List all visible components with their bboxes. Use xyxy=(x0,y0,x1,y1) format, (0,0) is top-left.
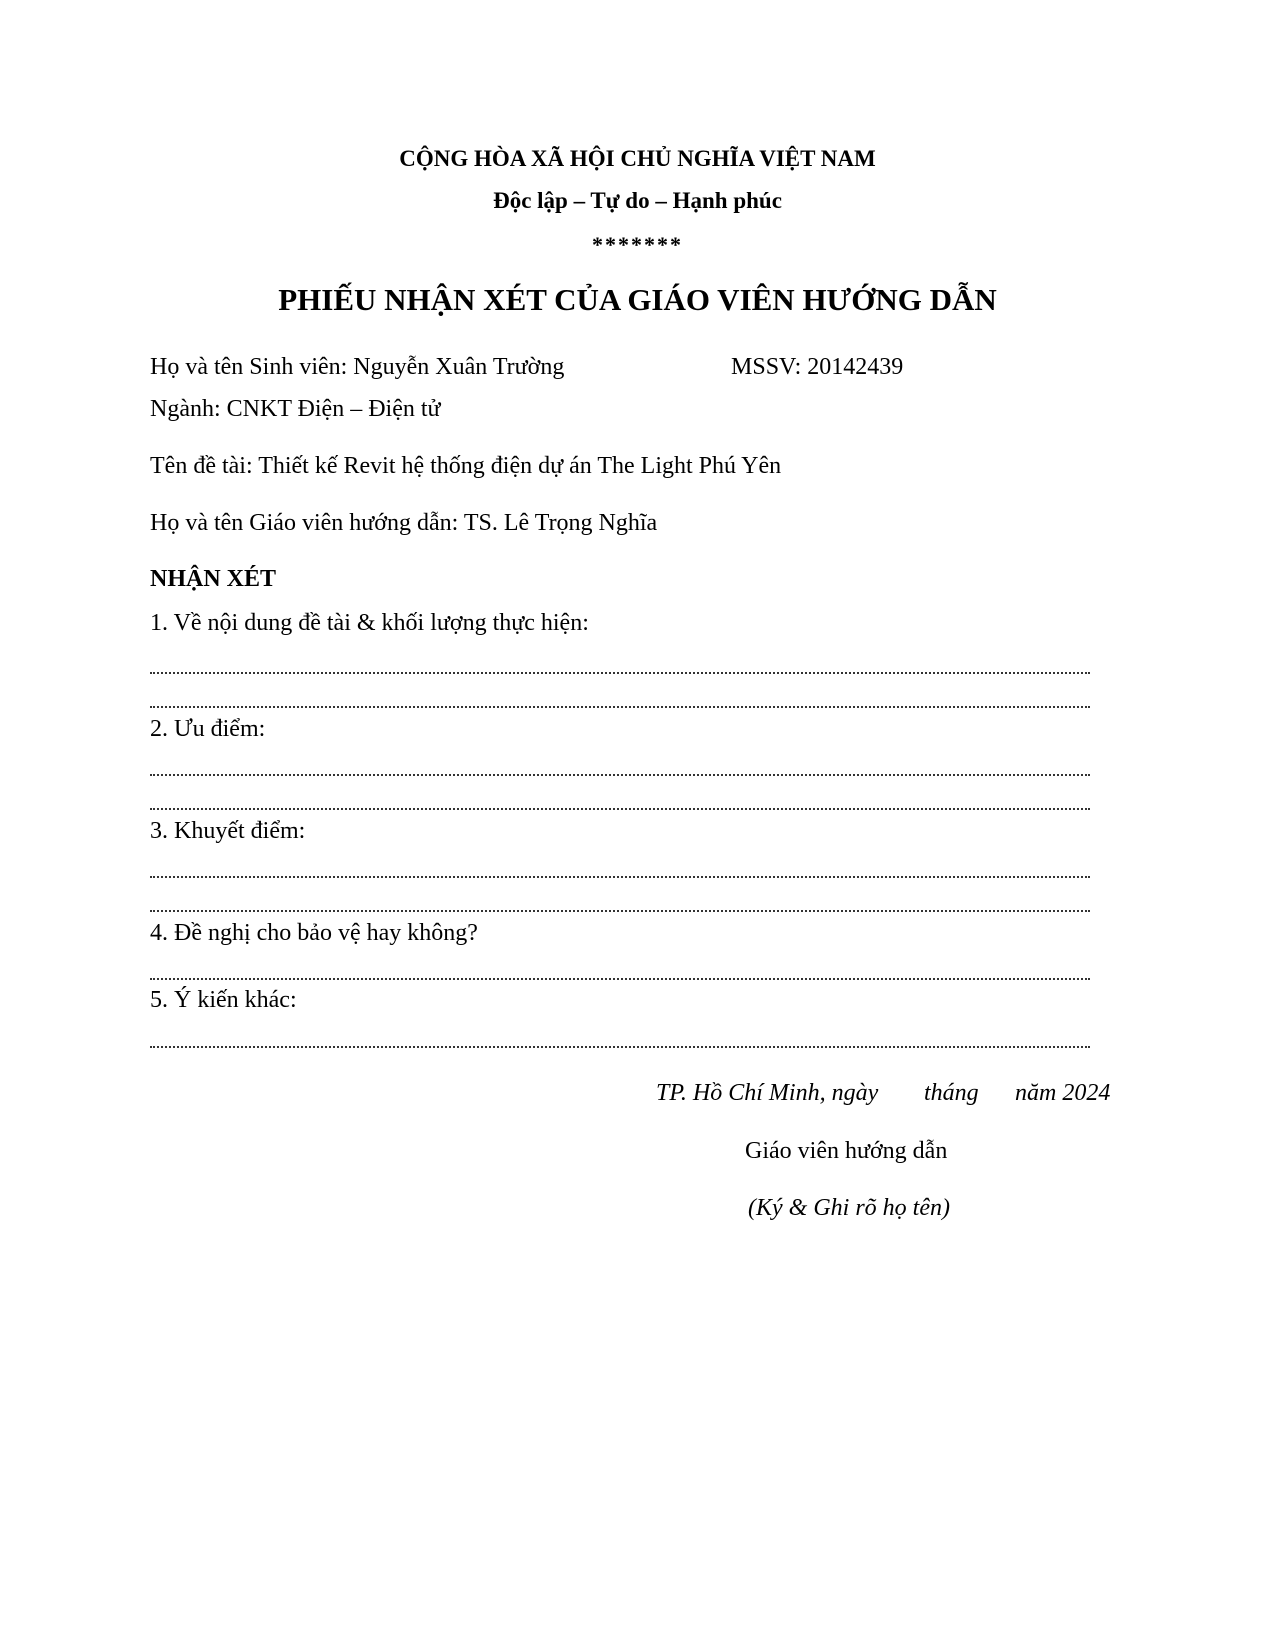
signature-role: Giáo viên hướng dẫn xyxy=(745,1138,948,1164)
answer-line[interactable] xyxy=(150,806,1090,810)
question-2: 2. Ưu điểm: xyxy=(150,716,266,742)
question-1: 1. Về nội dung đề tài & khối lượng thực hiện: xyxy=(150,610,589,636)
student-id: MSSV: 20142439 xyxy=(731,354,904,380)
answer-line[interactable] xyxy=(150,908,1090,912)
nation-header: CỘNG HÒA XÃ HỘI CHỦ NGHĨA VIỆT NAM xyxy=(399,146,876,171)
signature-note: (Ký & Ghi rõ họ tên) xyxy=(748,1195,950,1221)
signature-year: năm 2024 xyxy=(1015,1080,1111,1106)
answer-line[interactable] xyxy=(150,874,1090,878)
signature-month: tháng xyxy=(924,1080,979,1106)
answer-line[interactable] xyxy=(150,1044,1090,1048)
star-divider: ******* xyxy=(592,232,683,257)
topic: Tên đề tài: Thiết kế Revit hệ thống điện dự án The Light Phú Yên xyxy=(150,453,782,479)
answer-line[interactable] xyxy=(150,704,1090,708)
student-name: Họ và tên Sinh viên: Nguyễn Xuân Trường xyxy=(150,354,565,380)
review-heading: NHẬN XÉT xyxy=(150,566,277,592)
question-5: 5. Ý kiến khác: xyxy=(150,987,297,1013)
answer-line[interactable] xyxy=(150,976,1090,980)
advisor: Họ và tên Giáo viên hướng dẫn: TS. Lê Trọng Nghĩa xyxy=(150,510,658,536)
question-3: 3. Khuyết điểm: xyxy=(150,818,306,844)
signature-place-date: TP. Hồ Chí Minh, ngày xyxy=(656,1080,879,1106)
motto: Độc lập – Tự do – Hạnh phúc xyxy=(493,188,782,213)
question-4: 4. Đề nghị cho bảo vệ hay không? xyxy=(150,920,478,946)
answer-line[interactable] xyxy=(150,772,1090,776)
form-title: PHIẾU NHẬN XÉT CỦA GIÁO VIÊN HƯỚNG DẪN xyxy=(278,282,997,317)
answer-line[interactable] xyxy=(150,670,1090,674)
major: Ngành: CNKT Điện – Điện tử xyxy=(150,396,441,422)
